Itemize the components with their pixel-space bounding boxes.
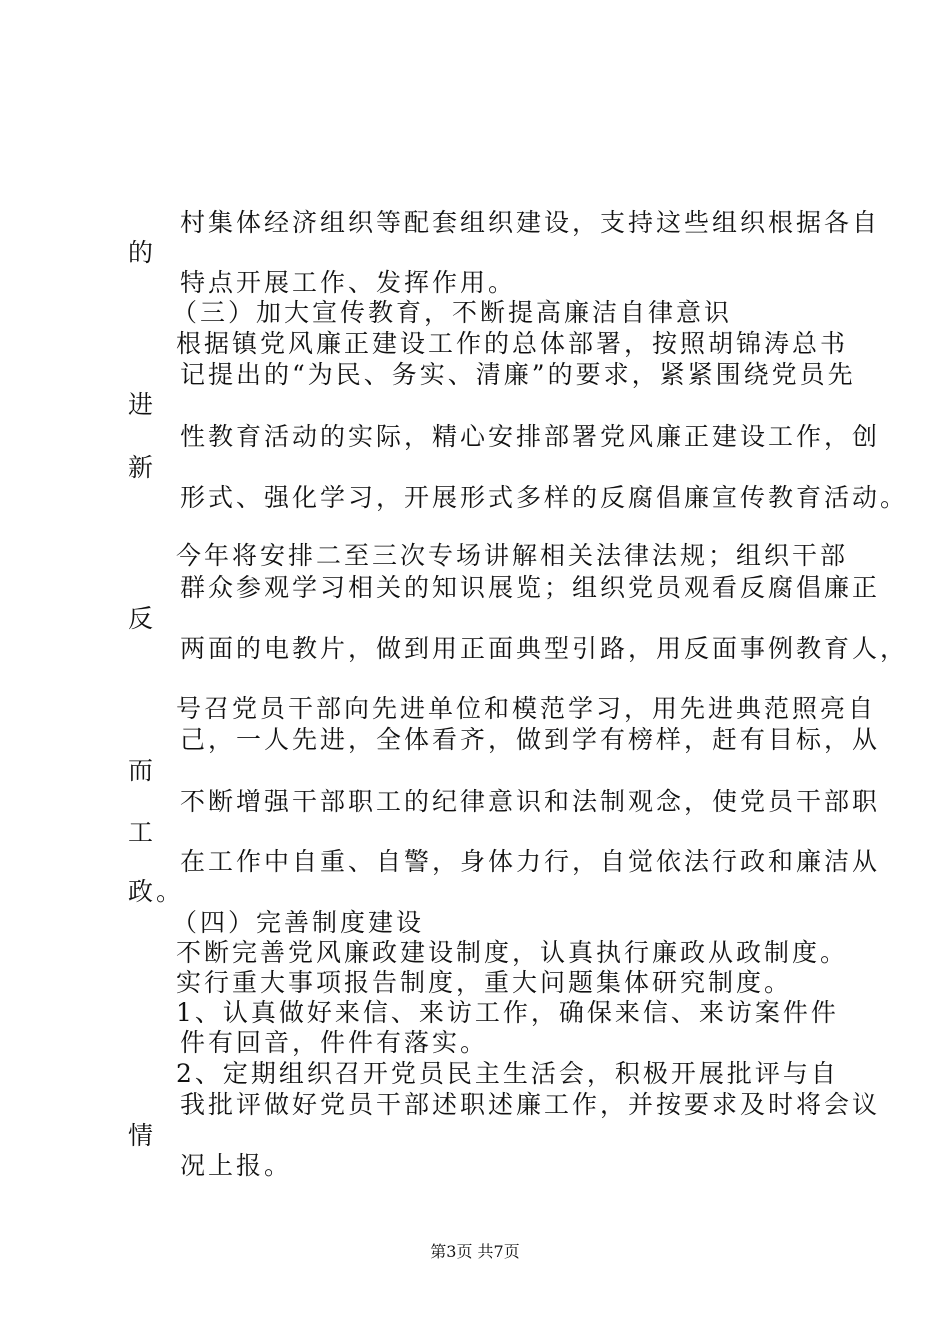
body-line: 的 — [128, 238, 157, 267]
body-line: 记提出的“为民、务实、清廉”的要求，紧紧围绕党员先 — [180, 360, 856, 389]
body-line: 今年将安排二至三次专场讲解相关法律法规；组织干部 — [176, 541, 849, 570]
body-line: 工 — [128, 818, 157, 847]
body-line: 村集体经济组织等配套组织建设，支持这些组织根据各自 — [180, 208, 881, 237]
body-line: 形式、强化学习，开展形式多样的反腐倡廉宣传教育活动。 — [180, 483, 909, 512]
body-line: 反 — [128, 604, 157, 633]
body-line: 件有回音，件件有落实。 — [180, 1028, 489, 1057]
body-line: 我批评做好党员干部述职述廉工作，并按要求及时将会议 — [180, 1090, 881, 1119]
body-line: 新 — [128, 453, 157, 482]
body-line: 情 — [128, 1121, 157, 1150]
page-number-footer: 第3页 共7页 — [430, 1242, 520, 1261]
body-line: 两面的电教片，做到用正面典型引路，用反面事例教育人， — [180, 634, 909, 663]
body-line: 号召党员干部向先进单位和模范学习，用先进典范照亮自 — [176, 694, 877, 723]
list-item: 2、定期组织召开党员民主生活会，积极开展批评与自 — [176, 1059, 839, 1088]
body-line: 己，一人先进，全体看齐，做到学有榜样，赶有目标，从 — [180, 725, 881, 754]
body-line: 而 — [128, 756, 157, 785]
body-line: 政。 — [128, 877, 185, 906]
section-heading: （三）加大宣传教育，不断提高廉洁自律意识 — [172, 298, 733, 327]
body-line: 特点开展工作、发挥作用。 — [180, 268, 517, 297]
body-line: 进 — [128, 390, 157, 419]
body-line: 况上报。 — [180, 1151, 293, 1180]
body-line: 不断增强干部职工的纪律意识和法制观念，使党员干部职 — [180, 787, 881, 816]
body-line: 实行重大事项报告制度，重大问题集体研究制度。 — [176, 968, 793, 997]
body-line: 根据镇党风廉正建设工作的总体部署，按照胡锦涛总书 — [176, 329, 849, 358]
list-item: 1、认真做好来信、来访工作，确保来信、来访案件件 — [176, 998, 839, 1027]
body-line: 在工作中自重、自警，身体力行，自觉依法行政和廉洁从 — [180, 847, 881, 876]
body-line: 不断完善党风廉政建设制度，认真执行廉政从政制度。 — [176, 938, 849, 967]
body-line: 性教育活动的实际，精心安排部署党风廉正建设工作，创 — [180, 422, 881, 451]
body-line: 群众参观学习相关的知识展览；组织党员观看反腐倡廉正 — [180, 573, 881, 602]
section-heading: （四）完善制度建设 — [172, 908, 425, 937]
